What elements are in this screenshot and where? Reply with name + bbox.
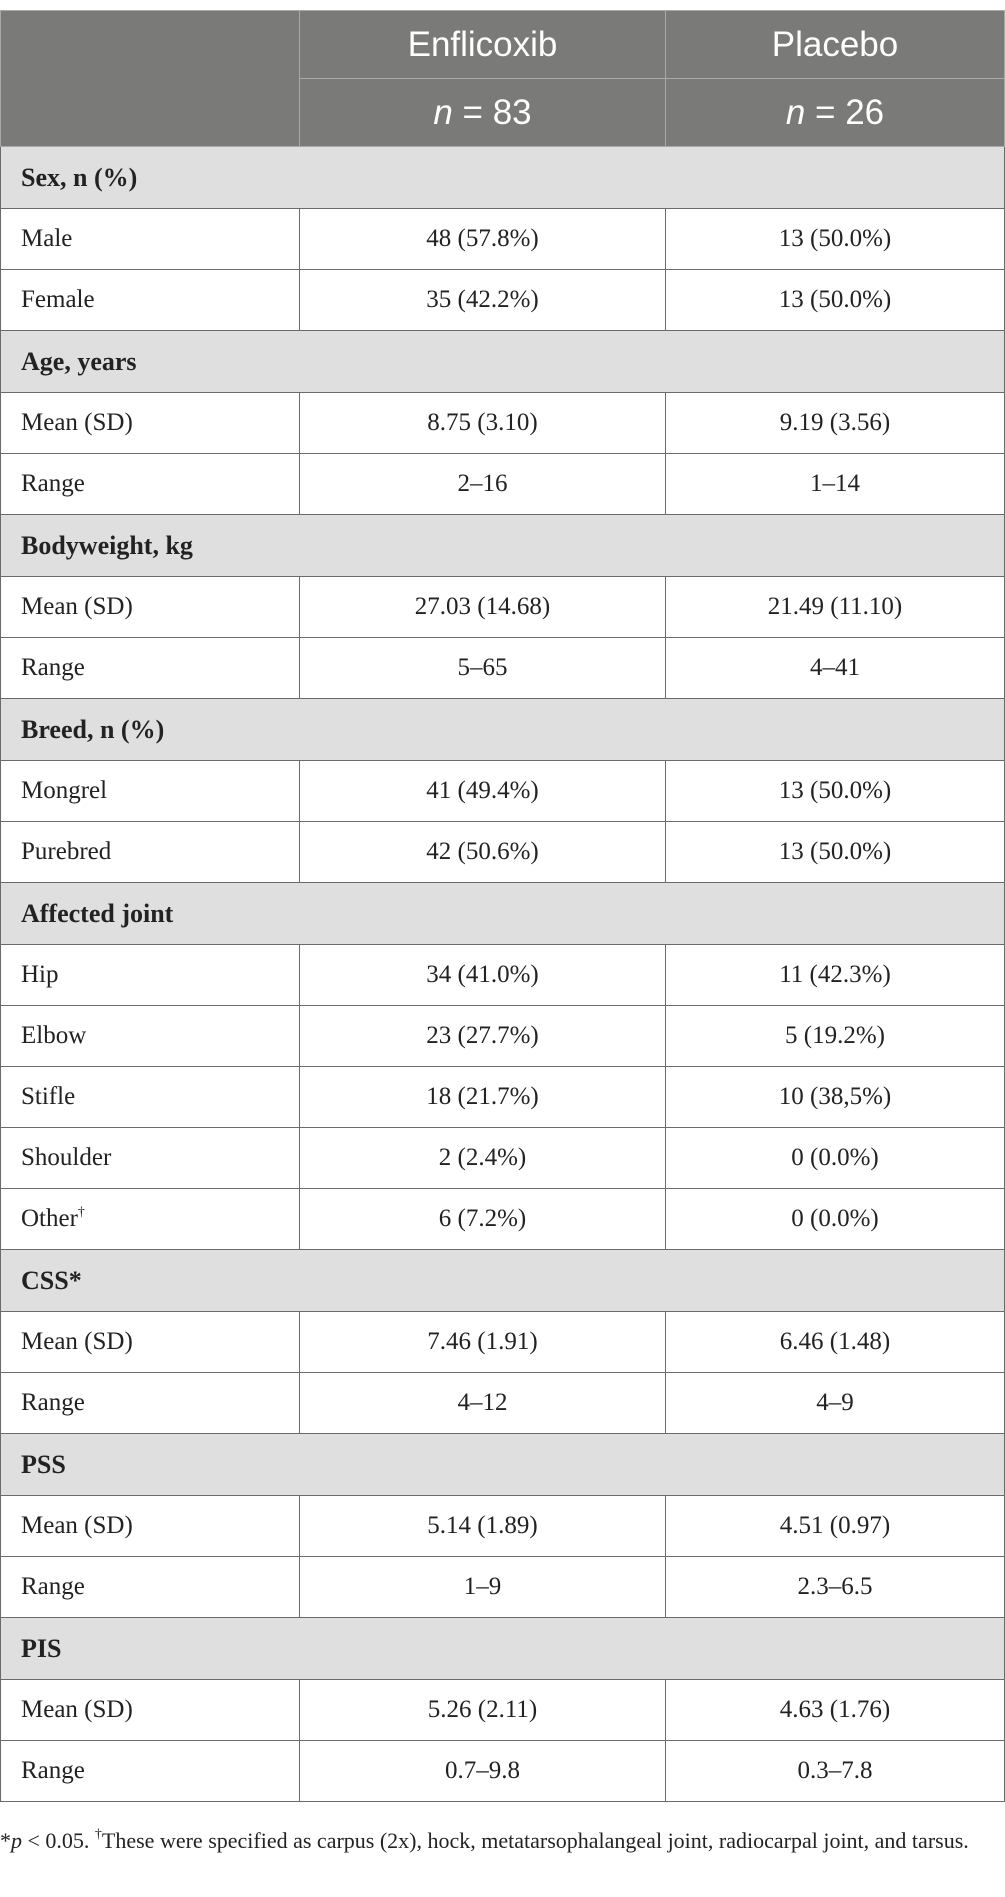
row-label: Female [21,286,95,313]
cell-placebo: 2.3–6.5 [666,1557,1005,1618]
header-n-placebo [666,79,1005,147]
section-title: Sex, n (%) [1,147,1005,209]
table-row [1,945,1005,1006]
row-label: Mongrel [21,777,108,804]
section-header-row [1,331,1005,393]
section-header-row [1,515,1005,577]
table-row [1,822,1005,883]
cell-enflicoxib: 48 (57.8%) [300,209,666,270]
cell-enflicoxib: 5.14 (1.89) [300,1496,666,1557]
section-header-row [1,1250,1005,1312]
table-row [1,393,1005,454]
row-label: Mean (SD) [21,1696,133,1723]
row-label-cell [1,822,300,883]
cell-enflicoxib: 18 (21.7%) [300,1067,666,1128]
cell-placebo: 4.51 (0.97) [666,1496,1005,1557]
n-symbol: n [433,92,453,132]
header-blank-cell [1,11,300,147]
row-label: Other [21,1205,78,1232]
row-label: Range [21,470,85,497]
row-label: Range [21,1389,85,1416]
table-row [1,1006,1005,1067]
cell-enflicoxib: 2–16 [300,454,666,515]
row-label-cell [1,1373,300,1434]
table-row [1,1189,1005,1250]
cell-enflicoxib: 42 (50.6%) [300,822,666,883]
row-label-cell [1,1312,300,1373]
footnote-dagger: † [94,1827,102,1842]
table-row [1,209,1005,270]
table-row [1,1128,1005,1189]
cell-enflicoxib: 1–9 [300,1557,666,1618]
row-label: Mean (SD) [21,1328,133,1355]
table-row [1,1557,1005,1618]
table-row [1,454,1005,515]
cell-placebo: 4–41 [666,638,1005,699]
section-header-row [1,147,1005,209]
row-label-cell [1,577,300,638]
cell-placebo: 9.19 (3.56) [666,393,1005,454]
footnote-p-text: < 0.05. [22,1828,95,1853]
n-symbol: n [785,92,806,132]
footnote-text: These were specified as carpus (2x), hock, metatarsophalangeal joint, radiocarpal joint, and tarsus. [101,1828,969,1853]
cell-placebo: 6.46 (1.48) [666,1312,1005,1373]
row-label: Mean (SD) [21,409,133,436]
row-label-footnote-mark: † [77,1205,85,1220]
row-label-cell [1,1128,300,1189]
demographics-table [0,10,1005,1802]
row-label: Mean (SD) [21,1512,133,1539]
cell-placebo: 13 (50.0%) [666,822,1005,883]
row-label-cell [1,638,300,699]
cell-enflicoxib: 34 (41.0%) [300,945,666,1006]
row-label-cell [1,1067,300,1128]
table-footnote [0,1818,1000,1858]
header-enflicoxib: Enflicoxib [300,11,666,79]
cell-enflicoxib: 8.75 (3.10) [300,393,666,454]
table-row [1,1067,1005,1128]
section-header-row [1,699,1005,761]
cell-enflicoxib: 27.03 (14.68) [300,577,666,638]
row-label: Range [21,654,85,681]
header-n-enflicoxib [300,79,666,147]
table-row [1,1312,1005,1373]
section-title: PIS [1,1618,1005,1680]
row-label-cell [1,945,300,1006]
cell-enflicoxib: 6 (7.2%) [300,1189,666,1250]
table-row [1,1741,1005,1802]
cell-enflicoxib: 5–65 [300,638,666,699]
table-body [1,147,1005,1802]
cell-enflicoxib: 41 (49.4%) [300,761,666,822]
cell-placebo: 21.49 (11.10) [666,577,1005,638]
row-label: Male [21,225,73,252]
cell-placebo: 13 (50.0%) [666,761,1005,822]
cell-enflicoxib: 23 (27.7%) [300,1006,666,1067]
row-label-cell [1,1006,300,1067]
cell-enflicoxib: 7.46 (1.91) [300,1312,666,1373]
section-title: Affected joint [1,883,1005,945]
row-label: Hip [21,961,59,988]
footnote-star: * [0,1828,11,1853]
row-label-cell [1,1189,300,1250]
cell-placebo: 11 (42.3%) [666,945,1005,1006]
cell-placebo: 4–9 [666,1373,1005,1434]
cell-enflicoxib: 0.7–9.8 [300,1741,666,1802]
cell-placebo: 13 (50.0%) [666,209,1005,270]
cell-placebo: 10 (38,5%) [666,1067,1005,1128]
cell-placebo: 4.63 (1.76) [666,1680,1005,1741]
cell-enflicoxib: 35 (42.2%) [300,270,666,331]
table-row [1,1496,1005,1557]
table-row [1,1680,1005,1741]
row-label: Shoulder [21,1144,112,1171]
header-row-groups [1,11,1005,79]
row-label: Stifle [21,1083,76,1110]
section-header-row [1,1618,1005,1680]
row-label-cell [1,1496,300,1557]
section-title: Age, years [1,331,1005,393]
row-label-cell [1,761,300,822]
row-label-cell [1,209,300,270]
cell-enflicoxib: 4–12 [300,1373,666,1434]
section-title: CSS* [1,1250,1005,1312]
cell-placebo: 0.3–7.8 [666,1741,1005,1802]
n-value-placebo: = 26 [805,92,885,132]
n-value-enflicoxib: = 83 [452,92,532,132]
cell-enflicoxib: 2 (2.4%) [300,1128,666,1189]
row-label-cell [1,393,300,454]
table-row [1,638,1005,699]
cell-placebo: 5 (19.2%) [666,1006,1005,1067]
section-title: PSS [1,1434,1005,1496]
cell-placebo: 1–14 [666,454,1005,515]
table-row [1,577,1005,638]
table-row [1,1373,1005,1434]
cell-placebo: 13 (50.0%) [666,270,1005,331]
table-row [1,270,1005,331]
row-label-cell [1,270,300,331]
row-label-cell [1,1557,300,1618]
row-label-cell [1,1680,300,1741]
section-header-row [1,1434,1005,1496]
cell-placebo: 0 (0.0%) [666,1128,1005,1189]
row-label: Elbow [21,1022,87,1049]
table-row [1,761,1005,822]
row-label: Purebred [21,838,112,865]
row-label: Mean (SD) [21,593,133,620]
cell-placebo: 0 (0.0%) [666,1189,1005,1250]
row-label: Range [21,1573,85,1600]
section-title: Bodyweight, kg [1,515,1005,577]
section-title: Breed, n (%) [1,699,1005,761]
row-label-cell [1,454,300,515]
header-placebo: Placebo [666,11,1005,79]
footnote-p: p [11,1828,22,1853]
section-header-row [1,883,1005,945]
row-label: Range [21,1757,85,1784]
row-label-cell [1,1741,300,1802]
cell-enflicoxib: 5.26 (2.11) [300,1680,666,1741]
